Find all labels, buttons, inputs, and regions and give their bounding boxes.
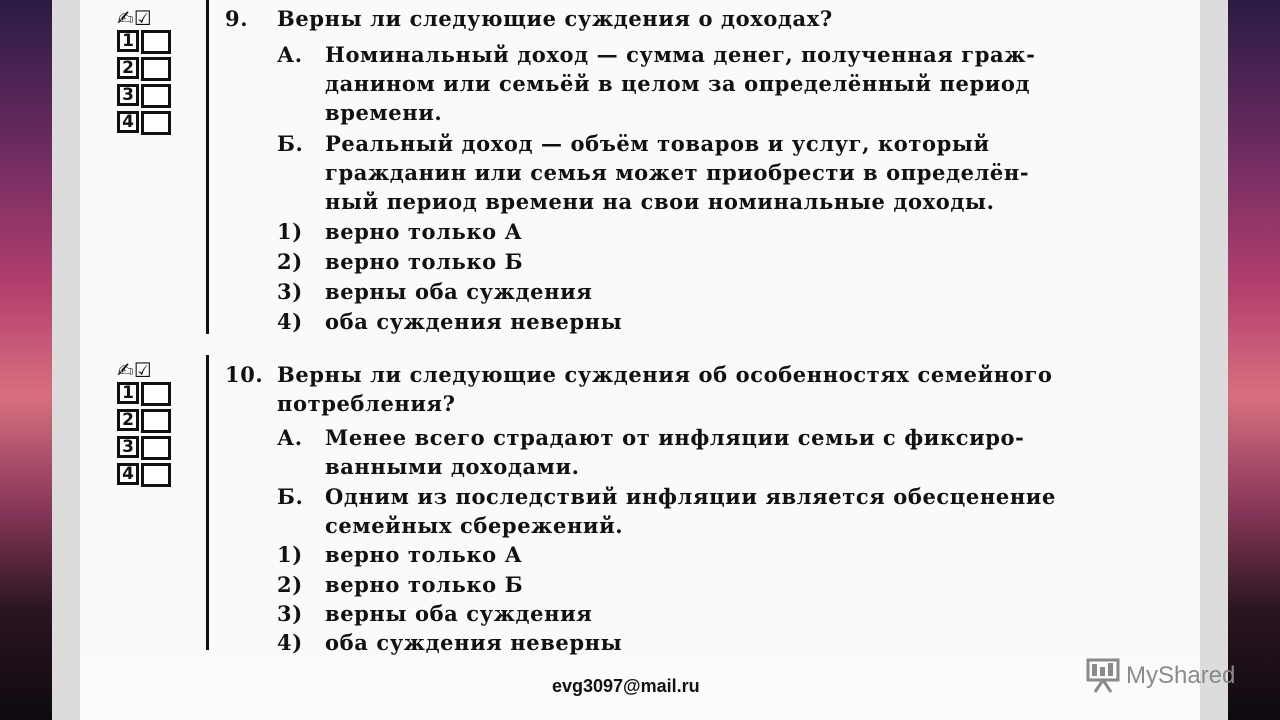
statement-b-line: ный период времени на свои номинальные доходы. [325,189,995,214]
option-number: 1) [277,219,303,244]
option-text: верно только Б [325,249,524,274]
answer-choice-1[interactable] [117,382,171,409]
choice-number: 4 [117,111,139,133]
option-number: 4) [277,630,303,655]
option-number: 1) [277,542,303,567]
option-number: 4) [277,309,303,334]
pen-check-icon: ✍☑ [117,6,152,30]
decorative-right-strip [1228,0,1280,720]
answer-choice-3[interactable] [117,84,171,111]
option-number: 2) [277,572,303,597]
statement-a-line: Номинальный доход — сумма денег, полученная граж- [325,42,1036,67]
option-text: верны оба суждения [325,601,593,626]
answer-checkbox[interactable] [141,30,171,54]
statement-a-line: ванными доходами. [325,454,580,479]
answer-choice-2[interactable] [117,409,171,436]
option-number: 3) [277,279,303,304]
question-stem: Верны ли следующие суждения об особенностях семейного [277,362,1053,387]
option-number: 2) [277,249,303,274]
slide [52,0,1228,720]
option-text: верны оба суждения [325,279,593,304]
question-number: 9. [225,6,249,31]
statement-a-line: данином или семьёй в целом за определённый период [325,71,1031,96]
answer-choice-4[interactable] [117,463,171,490]
answer-checkbox[interactable] [141,436,171,460]
statement-a-line: времени. [325,100,443,125]
statement-b-line: Реальный доход — объём товаров и услуг, который [325,131,990,156]
answer-checkbox[interactable] [141,111,171,135]
answer-choice-3[interactable] [117,436,171,463]
statement-a-label: А. [277,425,303,450]
choice-number: 4 [117,463,139,485]
choice-number: 2 [117,57,139,79]
question-stem: потребления? [277,391,456,416]
answer-checkbox[interactable] [141,409,171,433]
myshared-logo[interactable] [1086,656,1235,696]
choice-number: 3 [117,84,139,106]
option-text: оба суждения неверны [325,309,623,334]
choice-number: 2 [117,409,139,431]
option-text: верно только А [325,219,523,244]
column-divider [206,355,209,650]
statement-b-line: семейных сбережений. [325,513,624,538]
answer-choice-1[interactable] [117,30,171,57]
answer-checkbox[interactable] [141,463,171,487]
statement-a-label: А. [277,42,303,67]
statement-a-line: Менее всего страдают от инфляции семьи с фиксиро- [325,425,1025,450]
choice-number: 1 [117,382,139,404]
decorative-left-strip [0,0,52,720]
answer-choice-2[interactable] [117,57,171,84]
option-text: верно только А [325,542,523,567]
option-text: оба суждения неверны [325,630,623,655]
answer-checkbox[interactable] [141,84,171,108]
column-divider [206,0,209,334]
worksheet-page [80,0,1200,655]
answer-checkbox[interactable] [141,57,171,81]
pen-check-icon: ✍☑ [117,358,152,382]
choice-number: 3 [117,436,139,458]
question-number: 10. [225,362,264,387]
answer-choice-4[interactable] [117,111,171,138]
answer-marker-q10 [117,360,171,490]
statement-b-line: Одним из последствий инфляции является обесценение [325,484,1056,509]
author-email: evg3097@mail.ru [552,676,700,696]
answer-checkbox[interactable] [141,382,171,406]
statement-b-line: гражданин или семья может приобрести в определён- [325,160,1030,185]
option-text: верно только Б [325,572,524,597]
statement-b-label: Б. [277,131,304,156]
logo-text: MyShared [1126,662,1236,689]
presentation-board-icon [1086,658,1120,694]
answer-marker-q9 [117,8,171,138]
option-number: 3) [277,601,303,626]
choice-number: 1 [117,30,139,52]
statement-b-label: Б. [277,484,304,509]
question-stem: Верны ли следующие суждения о доходах? [277,6,833,31]
